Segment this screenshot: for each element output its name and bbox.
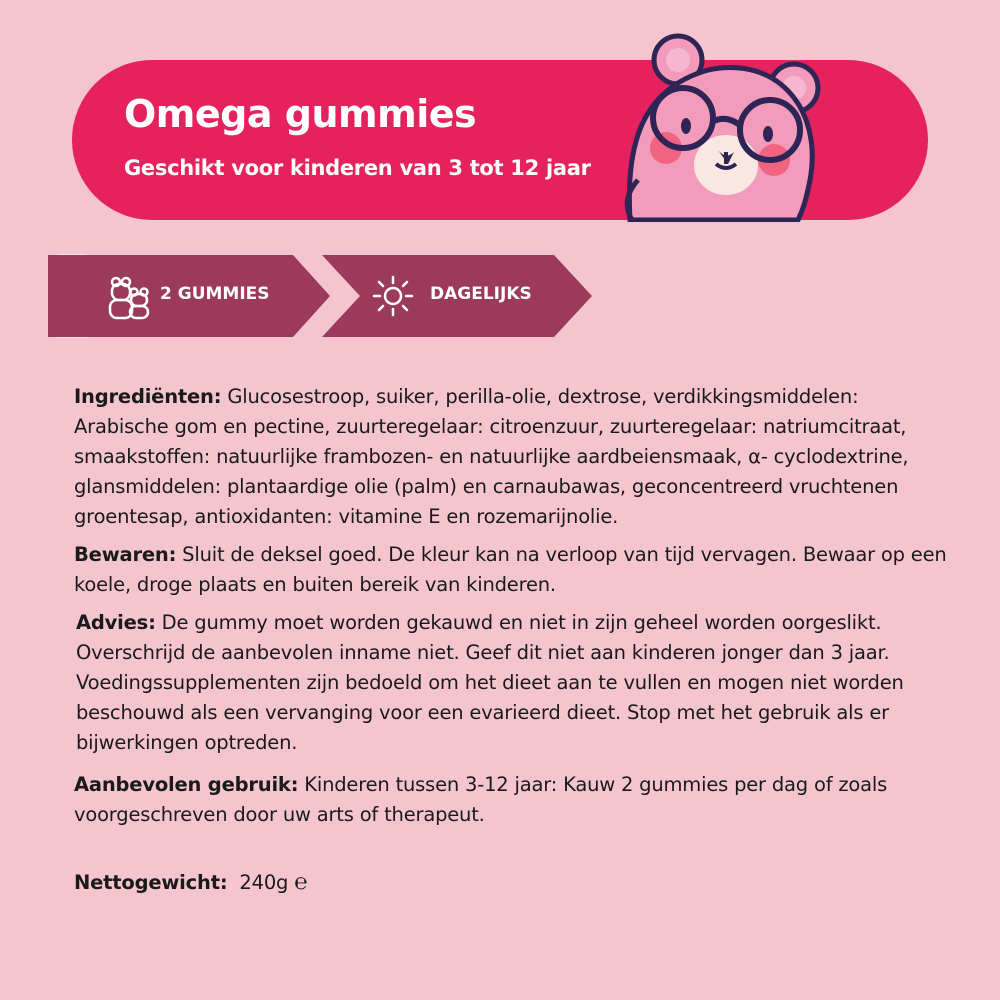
product-info xyxy=(74,382,954,906)
gummy-bears-icon xyxy=(104,274,150,320)
net-weight-value: 240g xyxy=(227,871,295,894)
advice-text: De gummy moet worden gekauwd en niet in zijn geheel worden oorgeslikt. Overschrijd de aanbevolen inname niet. Geef dit niet aan kinderen jonger dan 3 jaar. Voedingssupplementen zijn bedoeld om het dieet aan te vullen en mogen niet worden beschouwd als een vervanging voor een evarieerd dieet. Stop met het gebruik als er bijwerkingen optreden. xyxy=(76,611,904,754)
usage-paragraph xyxy=(74,770,954,830)
usage-label: Aanbevolen gebruik: xyxy=(74,773,299,796)
advice-label: Advies: xyxy=(76,611,156,634)
ingredients-paragraph xyxy=(74,382,954,532)
usage-text: Kinderen tussen 3-12 jaar: Kauw 2 gummies per dag of zoals voorgeschreven door uw arts of therapeut. xyxy=(74,773,888,826)
sun-icon xyxy=(372,275,414,317)
net-weight-paragraph xyxy=(74,868,954,898)
storage-label: Bewaren: xyxy=(74,543,177,566)
advice-paragraph xyxy=(74,608,954,758)
estimated-sign-icon: ℮ xyxy=(294,870,308,895)
frequency-label: DAGELIJKS xyxy=(430,284,532,304)
product-title: Omega gummies xyxy=(124,92,477,136)
dosage-label: 2 GUMMIES xyxy=(160,284,270,304)
ingredients-label: Ingrediënten: xyxy=(74,385,222,408)
storage-text: Sluit de deksel goed. De kleur kan na verloop van tijd vervagen. Bewaar op een koele, droge plaats en buiten bereik van kinderen. xyxy=(74,543,947,596)
storage-paragraph xyxy=(74,540,954,600)
net-weight-label: Nettogewicht: xyxy=(74,871,228,894)
bear-mascot-icon xyxy=(598,30,848,222)
product-subtitle: Geschikt voor kinderen van 3 tot 12 jaar xyxy=(124,156,591,180)
ingredients-text: Glucosestroop, suiker, perilla-olie, dextrose, verdikkingsmiddelen: Arabische gom en pectine, zuurteregelaar: citroenzuur, zuurteregelaar: natriumcitraat, smaakstoffen: natuurlijke frambozen- en natuurlijke aardbeiensmaak, α- cyclodextrine, glansmiddelen: plantaardige olie (palm) en carnaubawas, geconcentreerd vruchtenen groentesap, antioxidanten: vitamine E en rozemarijnolie. xyxy=(74,385,909,528)
